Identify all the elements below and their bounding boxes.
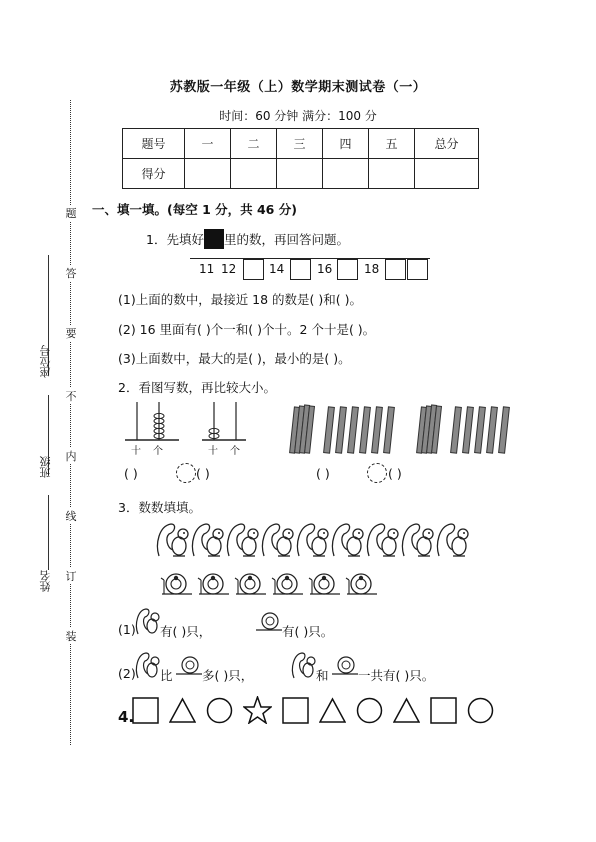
number-line-blank[interactable] bbox=[407, 259, 428, 280]
score-table-cell: 五 bbox=[369, 129, 415, 159]
score-table-cell: 四 bbox=[323, 129, 369, 159]
snail-icon bbox=[330, 654, 360, 678]
score-input-cell[interactable] bbox=[415, 159, 479, 189]
name-label: 姓名 bbox=[39, 570, 52, 592]
snail-icon bbox=[254, 610, 284, 634]
number-line-label: 11 bbox=[199, 262, 215, 276]
binding-char: 内 bbox=[65, 450, 77, 463]
section-heading: 一、填一填。(每空 1 分，共 46 分) bbox=[92, 202, 297, 217]
score-table-cell: 总分 bbox=[415, 129, 479, 159]
circle-icon bbox=[356, 697, 383, 724]
score-input-cell[interactable] bbox=[323, 159, 369, 189]
circle-icon bbox=[206, 697, 233, 724]
question-2-stem: 2．看图写数，再比较大小。 bbox=[118, 380, 276, 395]
score-input-cell[interactable] bbox=[185, 159, 231, 189]
answer-paren[interactable]: ( ) bbox=[124, 466, 138, 481]
number-line-label: 14 bbox=[269, 262, 285, 276]
stick-bundles-icon bbox=[415, 403, 525, 457]
number-line-blank[interactable] bbox=[290, 259, 311, 280]
question-3-sub-2-total: 一共有( )只。 bbox=[358, 668, 435, 683]
score-table-score-row bbox=[123, 159, 479, 189]
squirrel-icon bbox=[134, 606, 162, 638]
triangle-icon bbox=[319, 697, 346, 724]
binding-char: 订 bbox=[65, 570, 77, 583]
square-icon bbox=[132, 697, 159, 724]
star-icon bbox=[243, 696, 272, 724]
question-1-sub-1: (1)上面的数中，最接近 18 的数是( )和( )。 bbox=[118, 292, 363, 307]
stick-bundles-icon bbox=[288, 403, 408, 457]
number-line-label: 18 bbox=[364, 262, 380, 276]
number-line-label: 16 bbox=[317, 262, 333, 276]
abacus-tens-label: 十 bbox=[131, 446, 141, 457]
binding-char: 答 bbox=[65, 267, 77, 280]
squirrel-icon bbox=[134, 650, 162, 682]
abacus-ones-label: 个 bbox=[230, 446, 240, 457]
number-line-blank[interactable] bbox=[337, 259, 358, 280]
triangle-icon bbox=[393, 697, 420, 724]
number-line bbox=[190, 258, 435, 280]
score-input-cell[interactable] bbox=[231, 159, 277, 189]
score-table-cell: 一 bbox=[185, 129, 231, 159]
binding-dotted-line bbox=[70, 100, 71, 745]
question-1-stem bbox=[146, 229, 349, 249]
square-icon bbox=[282, 697, 309, 724]
class-label: 班级 bbox=[39, 456, 52, 478]
binding-char: 要 bbox=[65, 327, 77, 340]
blank-box-icon bbox=[204, 229, 224, 249]
square-icon bbox=[430, 697, 457, 724]
snail-row-icon bbox=[160, 570, 380, 600]
squirrel-icon bbox=[290, 650, 318, 682]
question-3-sub-2-number: (2) bbox=[118, 666, 136, 681]
number-line-blank[interactable] bbox=[243, 259, 264, 280]
score-table-cell: 二 bbox=[231, 129, 277, 159]
question-3-sub-1-number: (1) bbox=[118, 622, 136, 637]
question-3-sub-1-text: 有( )只， bbox=[160, 624, 212, 639]
page-title: 苏教版一年级（上）数学期末测试卷（一） bbox=[169, 80, 427, 95]
number-line-blank[interactable] bbox=[385, 259, 406, 280]
question-3-sub-2-more: 多( )只， bbox=[202, 668, 254, 683]
score-table-header-row bbox=[123, 129, 479, 159]
binding-char: 装 bbox=[65, 630, 77, 643]
question-3-sub-2-and: 和 bbox=[316, 668, 329, 683]
answer-paren[interactable]: ( ) bbox=[316, 466, 330, 481]
question-1-sub-3: (3)上面数中，最大的是( )，最小的是( )。 bbox=[118, 351, 351, 366]
squirrel-row-icon bbox=[155, 520, 475, 564]
question-3-sub-2-compare: 比 bbox=[160, 668, 173, 683]
snail-icon bbox=[174, 654, 204, 678]
compare-circle[interactable] bbox=[367, 463, 387, 483]
score-input-cell[interactable] bbox=[369, 159, 415, 189]
exam-info: 时间：60 分钟 满分：100 分 bbox=[219, 109, 377, 123]
answer-paren[interactable]: ( ) bbox=[196, 466, 210, 481]
triangle-icon bbox=[169, 697, 196, 724]
question-3-sub-1-text-2: 有( )只。 bbox=[282, 624, 334, 639]
seat-number-label: 座位号 bbox=[39, 345, 52, 378]
score-input-cell[interactable] bbox=[277, 159, 323, 189]
binding-char: 题 bbox=[65, 207, 77, 220]
compare-circle[interactable] bbox=[176, 463, 196, 483]
question-3-stem: 3．数数填填。 bbox=[118, 500, 201, 515]
circle-icon bbox=[467, 697, 494, 724]
name-underline bbox=[48, 495, 49, 570]
score-table-cell: 三 bbox=[277, 129, 323, 159]
question-4-number: 4. bbox=[118, 708, 135, 726]
question-1-stem-start: 1．先填好 bbox=[146, 232, 204, 247]
question-1-sub-2: (2) 16 里面有( )个一和( )个十。2 个十是( )。 bbox=[118, 322, 376, 337]
abacus-ones-label: 个 bbox=[153, 446, 163, 457]
binding-char: 线 bbox=[65, 510, 77, 523]
score-table-cell: 题号 bbox=[123, 129, 185, 159]
question-1-stem-end: 里的数，再回答问题。 bbox=[223, 232, 349, 247]
abacus-tens-label: 十 bbox=[208, 446, 218, 457]
score-table bbox=[122, 128, 479, 189]
number-line-label: 12 bbox=[221, 262, 237, 276]
answer-paren[interactable]: ( ) bbox=[388, 466, 402, 481]
score-table-cell: 得分 bbox=[123, 159, 185, 189]
binding-char: 不 bbox=[65, 390, 77, 403]
shape-sequence bbox=[132, 696, 494, 724]
